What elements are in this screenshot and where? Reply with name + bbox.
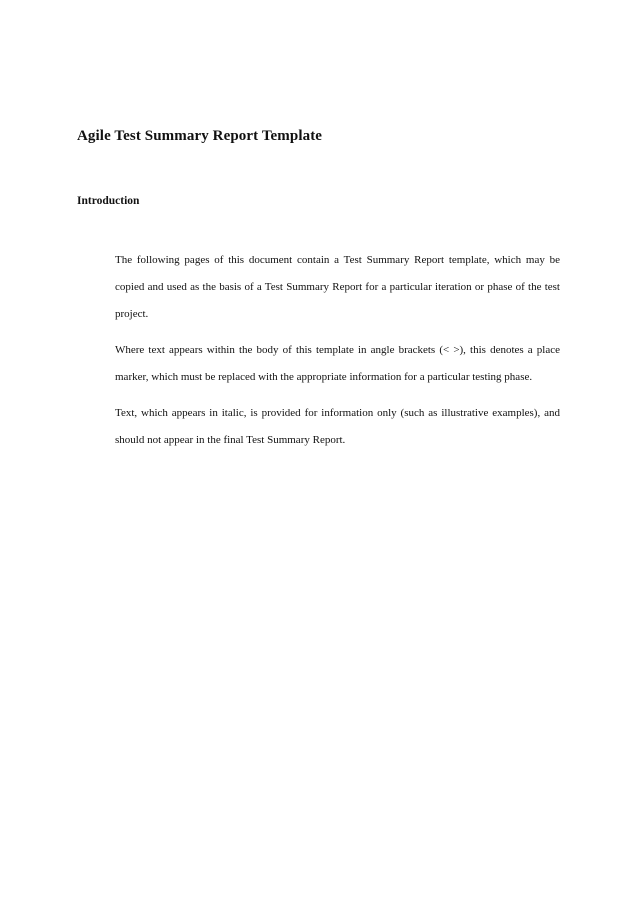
paragraph: The following pages of this document contain a Test Summary Report template, which may be copied and used as the basis of a Test Summary Report for a particular iteration or phase of the test project. [115,254,560,320]
paragraph: Text, which appears in italic, is provided for information only (such as illustrative examples), and should not appear in the final Test Summary Report. [115,407,560,446]
section-heading-introduction: Introduction [77,195,140,207]
paragraph: Where text appears within the body of this template in angle brackets (< >), this denotes a place marker, which must be replaced with the appropriate information for a particular testing phase. [115,344,560,383]
introduction-body [115,247,560,463]
document-title: Agile Test Summary Report Template [77,128,323,144]
